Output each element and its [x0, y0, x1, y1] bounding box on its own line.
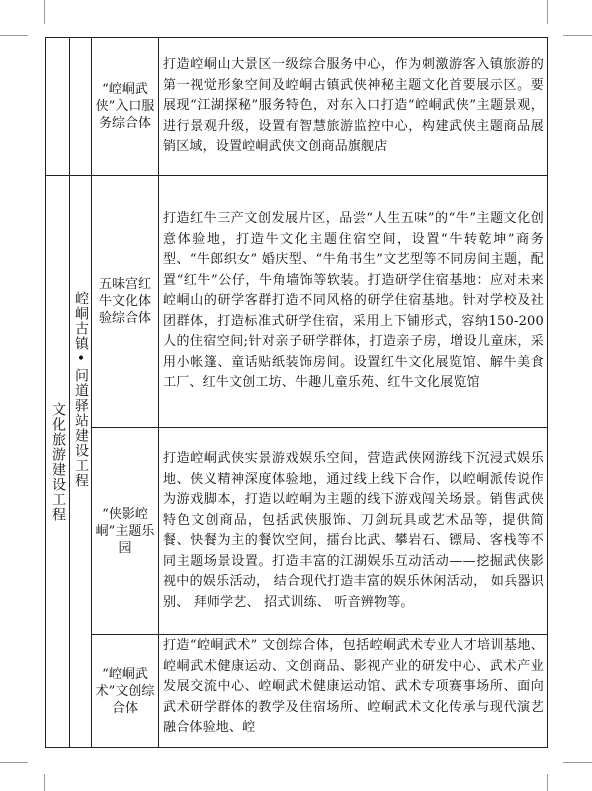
table-row — [46, 428, 548, 635]
project-description: 打造“崆峒武术” 文创综合体，包括崆峒武术专业人才培训基地、崆峒武术健康运动、文创商品、影视产业的研发中心、武术产业发展交流中心、崆峒武术健康运动馆、武术专项赛事场所、面向武术研学群体的教学及住宿场所、崆峒武术文化传承与现代演艺融合体验地、崆 — [159, 635, 548, 748]
section-cell-empty — [46, 38, 70, 176]
project-name: “崆峒武侠”入口服务综合体 — [92, 38, 159, 176]
project-description: 打造崆峒武侠实景游戏娱乐空间，营造武侠网游线下沉浸式娱乐地、侠义精神深度体验地，通过线上线下合作，以崆峒派传说作为游戏脚本，打造以崆峒为主题的线下游戏闯关场景。销售武侠特色文创商品，包括武侠服饰、刀剑玩具或艺术品等，提供简餐、快餐为主的餐饮空间，擂台比武、攀岩石、镖局、客栈等不同主题场景设置。打造丰富的江湖娱乐互动活动——挖掘武侠影视中的娱乐活动， 结合现代打造丰富的娱乐休闲活动， 如兵器识别、 拜师学艺、 招式训练、 听音辨物等。 — [159, 428, 548, 635]
project-name: “崆峒武术”文创综合体 — [92, 635, 159, 748]
crop-mark-bottom-right-h — [563, 762, 592, 763]
crop-mark-top-right-v — [547, 0, 548, 24]
crop-mark-top-left-h — [0, 35, 28, 36]
project-description: 打造红牛三产文创发展片区，品尝“人生五味”的“牛”主题文化创意体验地，打造牛文化主题住宿空间，设置“牛转乾坤”商务型、“牛郎织女” 婚庆型、“牛角书生”文艺型等不同房间主题，配置“红牛”公仔，牛角墙饰等软装。打造研学住宿基地：应对未来崆峒山的研学客群打造不同风格的研学住宿基地。针对学校及社团群体，打造标准式研学住宿，采用上下铺形式，容纳150-200 人的住宿空间;针对亲子研学群体，打造亲子房，增设儿童床，采用小帐篷、童话贴纸装饰房间。设置红牛文化展览馆、解牛美食工厂、红牛文创工坊、牛趣儿童乐苑、红牛文化展览馆 — [159, 176, 548, 428]
table-row — [46, 38, 548, 176]
crop-mark-bottom-right-v — [547, 774, 548, 791]
table-row — [46, 176, 548, 428]
table-row — [46, 635, 548, 748]
project-table — [45, 37, 548, 748]
section-title: 文化旅游建设工程 — [50, 401, 66, 522]
crop-mark-top-left-v — [44, 0, 45, 24]
subsection-cell-empty — [70, 38, 92, 176]
crop-mark-bottom-left-v — [44, 774, 45, 791]
project-name: “侠影崆峒”主题乐园 — [92, 428, 159, 635]
subsection-cell — [70, 176, 92, 748]
project-description: 打造崆峒山大景区一级综合服务中心，作为刺激游客入镇旅游的第一视觉形象空间及崆峒古镇武侠神秘主题文化首要展示区。要展现“江湖探秘”服务特色，对东入口打造“崆峒武侠”主题景观，进行景观升级，设置有智慧旅游监控中心，构建武侠主题商品展销区域，设置崆峒武侠文创商品旗舰店 — [159, 38, 548, 176]
crop-mark-top-right-h — [563, 35, 592, 36]
crop-mark-bottom-left-h — [0, 762, 28, 763]
section-cell — [46, 176, 70, 748]
subsection-title: 崆峒古镇•问道驿站建设工程 — [73, 291, 89, 488]
project-name: 五味宫红牛文化体验综合体 — [92, 176, 159, 428]
